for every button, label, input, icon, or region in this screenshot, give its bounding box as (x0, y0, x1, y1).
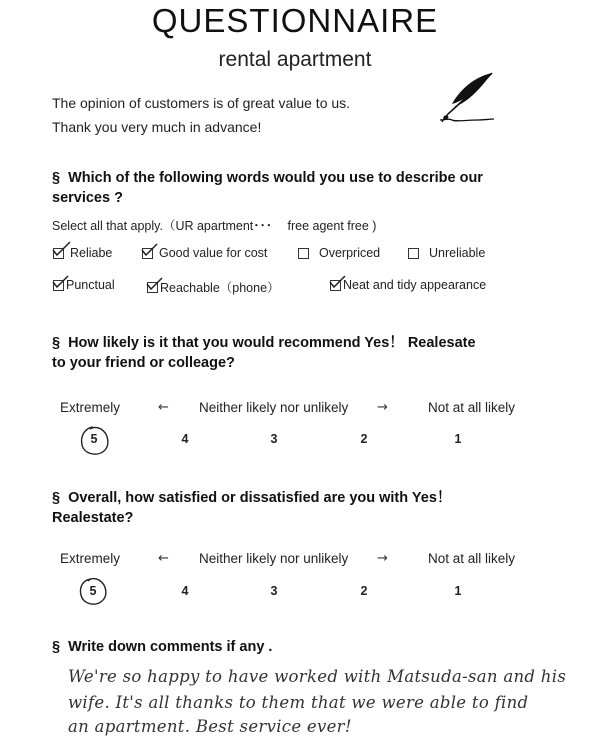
q3-arrow-right: → (377, 551, 388, 566)
option-label: Reliabe (70, 246, 113, 260)
q2-rating-1[interactable]: 1 (454, 432, 462, 446)
option-unreliable[interactable] (408, 246, 485, 260)
q2-rating-4[interactable]: 4 (181, 432, 189, 446)
q3-scale-left: Extremely (60, 551, 121, 566)
option-label: Good value for cost (159, 246, 268, 260)
quill-pen-icon (438, 70, 496, 128)
checkbox-checked[interactable] (53, 280, 64, 291)
option-reliable[interactable] (53, 246, 112, 260)
question-1 (52, 168, 532, 208)
checkbox-unchecked[interactable] (298, 248, 309, 259)
q3-scale-mid: Neither likely nor unlikely (199, 551, 349, 566)
q2-scale-mid: Neither likely nor unlikely (199, 400, 349, 415)
question-2-line-2: to your friend or colleage? (52, 355, 235, 371)
question-3-line-2: Realestate? (52, 510, 134, 526)
section-marker: § (52, 335, 61, 351)
comment-line-3: an apartment. Best service ever! (68, 717, 352, 736)
q3-rating-2[interactable]: 2 (360, 584, 368, 598)
q3-rating-5-selected[interactable]: 5 (78, 576, 108, 606)
intro-line-1: The opinion of customers is of great value to us. (52, 95, 351, 111)
q2-arrow-right: → (377, 400, 388, 415)
checkbox-checked[interactable] (53, 248, 64, 259)
intro-line-2: Thank you very much in advance! (52, 119, 262, 135)
option-neat-tidy[interactable] (330, 278, 486, 292)
checkbox-checked[interactable] (330, 280, 341, 291)
question-4 (52, 637, 532, 657)
q2-rating-5-selected[interactable]: 5 (79, 424, 109, 454)
note-prefix: Select all that apply.（UR apartment･･･ (52, 219, 273, 233)
page-subtitle: rental apartment (218, 48, 372, 71)
option-label: Unreliable (429, 246, 486, 260)
comment-line-1: We're so happy to have worked with Matsuda-san and his (68, 667, 567, 686)
checkbox-checked[interactable] (142, 248, 153, 259)
question-4-text: Write down comments if any . (68, 639, 273, 655)
option-label: Overpriced (319, 246, 381, 260)
section-marker: § (52, 170, 61, 186)
question-3 (52, 488, 532, 528)
comment-line-2: wife. It's all thanks to them that we were able to find (68, 693, 529, 712)
option-punctual[interactable] (53, 278, 115, 292)
checkbox-checked[interactable] (147, 282, 158, 293)
option-overpriced[interactable] (298, 246, 380, 260)
question-1-note (52, 216, 376, 234)
q2-arrow-left: ← (158, 400, 169, 415)
question-3-line-1: Overall, how satisfied or dissatisfied are you with Yes！ (68, 490, 452, 506)
option-label: Reachable（phone） (160, 281, 280, 295)
q2-rating-2[interactable]: 2 (360, 432, 368, 446)
option-label: Punctual (66, 278, 115, 292)
option-label: Neat and tidy appearance (343, 278, 487, 292)
option-good-value[interactable] (142, 246, 267, 260)
q3-rating-4[interactable]: 4 (181, 584, 189, 598)
q2-scale-right: Not at all likely (428, 400, 516, 415)
q2-rating-3[interactable]: 3 (270, 432, 278, 446)
question-2 (52, 333, 532, 373)
q2-scale-left: Extremely (60, 400, 121, 415)
option-reachable[interactable] (147, 278, 280, 296)
section-marker: § (52, 490, 61, 506)
q3-rating-1[interactable]: 1 (454, 584, 462, 598)
question-1-line-1: Which of the following words would you use to describe our (68, 170, 483, 186)
q3-scale-right: Not at all likely (428, 551, 516, 566)
q3-arrow-left: ← (158, 551, 169, 566)
page-title: QUESTIONNAIRE (151, 2, 439, 39)
section-marker: § (52, 639, 61, 655)
question-2-line-1: How likely is it that you would recommend Yes！ Realesate (68, 335, 476, 351)
question-1-line-2: services ? (52, 190, 123, 206)
note-suffix: free agent free ) (287, 219, 377, 233)
q3-rating-3[interactable]: 3 (270, 584, 278, 598)
checkbox-unchecked[interactable] (408, 248, 419, 259)
